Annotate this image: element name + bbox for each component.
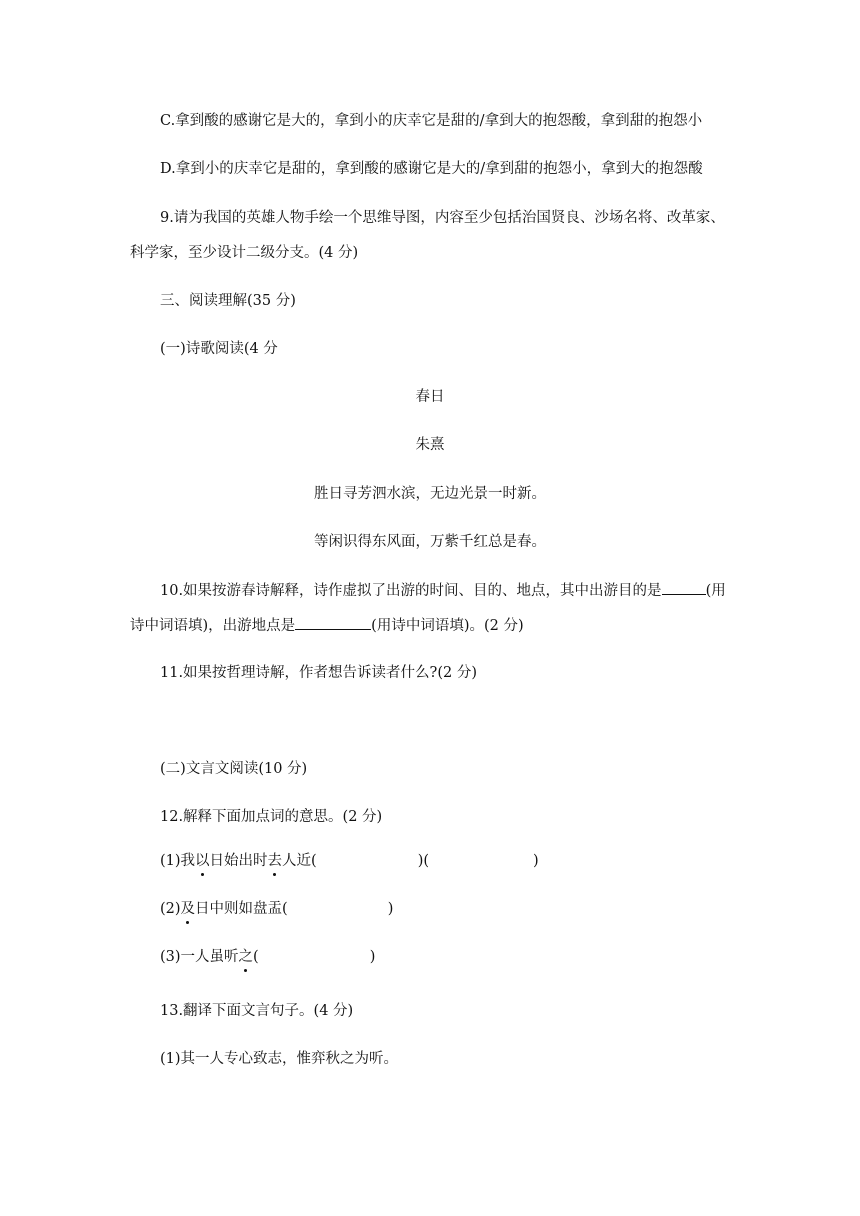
q12-3-text-b: (: [253, 949, 259, 965]
question-10-line-2: [130, 615, 524, 636]
poem-author: 朱熹: [415, 437, 445, 453]
q12-2-text-c: ): [387, 901, 394, 917]
question-10-hint: (用: [705, 583, 726, 599]
q12-1-text-d: )(: [417, 853, 430, 869]
q12-2-text-b: 日中则如盘盂(: [195, 901, 288, 917]
question-10-text: 10.如果按游春诗解释，诗作虚拟了出游的时间、目的、地点，其中出游目的是: [160, 583, 662, 599]
poem-line-1: 胜日寻芳泗水滨，无边光景一时新。: [314, 486, 546, 502]
q12-1-text-c: 人近(: [282, 853, 317, 869]
question-10-line-1: [160, 580, 726, 601]
answer-blank-place[interactable]: [295, 615, 371, 630]
q12-2-text-a: (2): [160, 901, 181, 917]
answer-blank-purpose[interactable]: [662, 580, 706, 595]
classical-reading-heading: (二)文言文阅读(10 分): [160, 761, 308, 777]
q12-1-text-a: (1)我: [160, 853, 196, 869]
q12-3-text-a: (3)一人虽听: [160, 949, 239, 965]
question-10-hint-2: (用诗中词语填)。(2 分): [371, 618, 524, 634]
section-3-heading: 三、阅读理解(35 分): [160, 293, 296, 309]
poem-line-2: 等闲识得东风面，万紫千红总是春。: [314, 534, 546, 550]
option-d: D.拿到小的庆幸它是甜的，拿到酸的感谢它是大的/拿到甜的抱怨小，拿到大的抱怨酸: [160, 161, 703, 177]
dotted-word-yi: 以: [195, 853, 210, 869]
question-13-item-1: (1)其一人专心致志，惟弈秋之为听。: [160, 1051, 399, 1067]
question-13: 13.翻译下面文言句子。(4 分): [160, 1003, 354, 1019]
question-9-line-2: 科学家，至少设计二级分支。(4 分): [130, 245, 359, 261]
question-12-item-2: [160, 899, 393, 919]
dotted-word-qu: 去: [267, 853, 283, 869]
q12-1-text-e: ): [533, 853, 539, 869]
q12-1-text-b: 日始出时: [209, 853, 268, 869]
question-11: 11.如果按哲理诗解，作者想告诉读者什么?(2 分): [160, 665, 477, 681]
question-12-item-1: [160, 851, 539, 871]
question-12-item-3: [160, 947, 375, 967]
question-9-line-1: 9.请为我国的英雄人物手绘一个思维导图，内容至少包括治国贤良、沙场名将、改革家、: [160, 210, 725, 226]
poem-title: 春日: [415, 389, 445, 405]
dotted-word-zhi: 之: [238, 949, 254, 965]
option-c: C.拿到酸的感谢它是大的，拿到小的庆幸它是甜的/拿到大的抱怨酸，拿到甜的抱怨小: [160, 113, 703, 129]
q12-3-text-c: ): [369, 949, 376, 965]
dotted-word-ji: 及: [180, 901, 196, 917]
question-10-text-2: 诗中词语填)，出游地点是: [130, 618, 296, 634]
question-12: 12.解释下面加点词的意思。(2 分): [160, 809, 383, 825]
poetry-reading-heading: (一)诗歌阅读(4 分: [160, 341, 278, 357]
